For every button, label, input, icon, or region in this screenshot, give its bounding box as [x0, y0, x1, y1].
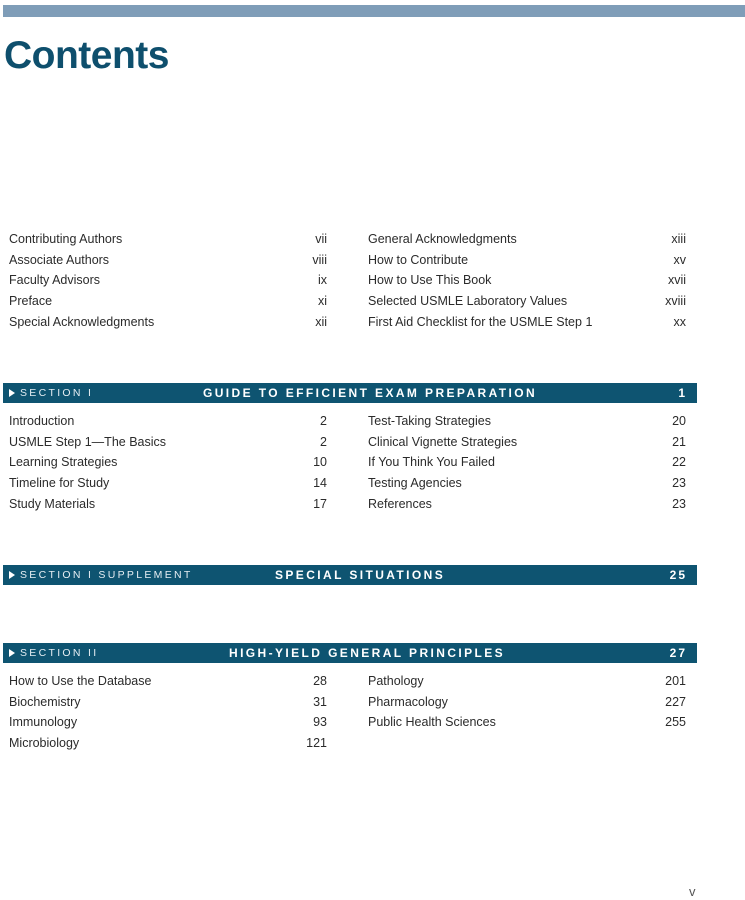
section-label: SECTION I: [20, 387, 94, 399]
section-i-left-column: [9, 411, 327, 514]
toc-entry-page: viii: [312, 252, 327, 267]
toc-entry-title: References: [368, 496, 432, 511]
toc-entry-title: Testing Agencies: [368, 476, 462, 491]
toc-entry-title: Test-Taking Strategies: [368, 414, 491, 428]
toc-entry-page: 23: [672, 496, 686, 511]
toc-entry-page: 21: [672, 434, 686, 449]
section-title: HIGH-YIELD GENERAL PRINCIPLES: [229, 646, 506, 660]
toc-entry-page: xi: [317, 294, 327, 309]
toc-entry-page: 201: [665, 674, 686, 688]
toc-entry-page: 28: [313, 674, 327, 688]
toc-entry-title: Clinical Vignette Strategies: [368, 434, 518, 449]
toc-entry[interactable]: [368, 312, 686, 333]
toc-entry[interactable]: [368, 270, 686, 291]
toc-entry-page: 255: [665, 715, 686, 730]
toc-entry-title: Pharmacology: [368, 694, 448, 709]
toc-entry-title: Contributing Authors: [9, 232, 123, 246]
toc-entry-page: xiii: [671, 232, 686, 246]
section-title: SPECIAL SITUATIONS: [275, 568, 446, 582]
toc-entry[interactable]: [9, 229, 327, 250]
toc-entry-title: How to Use This Book: [368, 273, 492, 288]
toc-entry[interactable]: [9, 312, 327, 333]
toc-entry[interactable]: [368, 411, 686, 432]
toc-entry[interactable]: [368, 494, 686, 515]
toc-entry[interactable]: [368, 473, 686, 494]
toc-entry-page: 20: [672, 414, 686, 428]
toc-entry-title: If You Think You Failed: [368, 455, 495, 470]
section-ii-right-column: [368, 671, 686, 733]
toc-entry[interactable]: [9, 270, 327, 291]
toc-entry-page: 31: [313, 694, 327, 709]
toc-entry[interactable]: [9, 733, 327, 754]
toc-entry-title: Introduction: [9, 414, 75, 428]
toc-entry[interactable]: [368, 291, 686, 312]
toc-entry[interactable]: [368, 432, 686, 453]
section-header-section-i[interactable]: [3, 383, 697, 403]
toc-entry-title: Pathology: [368, 674, 424, 688]
toc-entry[interactable]: [9, 291, 327, 312]
section-page: 25: [669, 568, 687, 582]
toc-entry[interactable]: [9, 692, 327, 713]
toc-entry[interactable]: [368, 452, 686, 473]
toc-entry[interactable]: [9, 452, 327, 473]
toc-entry-page: xvii: [667, 273, 686, 288]
toc-entry[interactable]: [9, 671, 327, 692]
toc-entry-title: Biochemistry: [9, 694, 81, 709]
toc-entry-title: Immunology: [9, 715, 78, 730]
toc-entry[interactable]: [368, 671, 686, 692]
toc-entry-page: 17: [313, 496, 327, 511]
toc-entry[interactable]: [9, 473, 327, 494]
toc-entry-page: xx: [673, 314, 686, 329]
section-title: GUIDE TO EFFICIENT EXAM PREPARATION: [203, 386, 538, 400]
front-matter-right-column: [368, 229, 686, 332]
toc-entry-page: xviii: [665, 294, 686, 309]
toc-entry-title: Special Acknowledgments: [9, 314, 155, 329]
section-page: 1: [678, 386, 687, 400]
toc-entry-page: 121: [306, 736, 327, 751]
toc-entry-title: Preface: [9, 294, 53, 309]
toc-entry-page: vii: [315, 232, 327, 246]
toc-entry-page: 10: [313, 455, 327, 470]
toc-entry-title: How to Use the Database: [9, 674, 152, 688]
page-number: v: [689, 884, 696, 899]
toc-entry-title: Public Health Sciences: [368, 715, 496, 730]
toc-entry-title: Study Materials: [9, 496, 96, 511]
top-decorative-bar: [3, 5, 745, 17]
section-header-section-i-supplement[interactable]: [3, 565, 697, 585]
toc-entry-title: Microbiology: [9, 736, 80, 751]
section-ii-left-column: [9, 671, 327, 754]
section-i-right-column: [368, 411, 686, 514]
toc-entry[interactable]: [9, 494, 327, 515]
play-arrow-icon: [9, 571, 15, 579]
section-header-section-ii[interactable]: [3, 643, 697, 663]
toc-entry[interactable]: [368, 712, 686, 733]
section-page: 27: [669, 646, 687, 660]
toc-entry-title: USMLE Step 1—The Basics: [9, 434, 167, 449]
toc-entry[interactable]: [9, 411, 327, 432]
toc-entry-title: Timeline for Study: [9, 476, 110, 491]
toc-entry-page: ix: [317, 273, 327, 288]
toc-entry-title: Learning Strategies: [9, 455, 118, 470]
play-arrow-icon: [9, 649, 15, 657]
toc-entry[interactable]: [9, 712, 327, 733]
toc-entry-title: General Acknowledgments: [368, 232, 517, 246]
toc-entry-title: First Aid Checklist for the USMLE Step 1: [368, 314, 593, 329]
toc-entry-page: xii: [315, 314, 327, 329]
toc-entry-page: 23: [672, 476, 686, 491]
section-label: SECTION II: [20, 647, 99, 659]
toc-entry-title: Associate Authors: [9, 252, 110, 267]
toc-entry-title: Selected USMLE Laboratory Values: [368, 294, 568, 309]
toc-entry[interactable]: [9, 250, 327, 271]
toc-entry[interactable]: [368, 250, 686, 271]
toc-entry-page: 14: [313, 476, 327, 491]
page-title: Contents: [4, 34, 169, 77]
toc-entry-title: How to Contribute: [368, 252, 469, 267]
toc-entry-page: 93: [313, 715, 327, 730]
toc-entry[interactable]: [368, 692, 686, 713]
toc-entry-title: Faculty Advisors: [9, 273, 101, 288]
toc-entry[interactable]: [368, 229, 686, 250]
toc-entry-page: 2: [320, 434, 327, 449]
play-arrow-icon: [9, 389, 15, 397]
section-label: SECTION I SUPPLEMENT: [20, 569, 193, 581]
toc-entry[interactable]: [9, 432, 327, 453]
toc-entry-page: 22: [672, 455, 686, 470]
toc-entry-page: 2: [320, 414, 327, 428]
front-matter-left-column: [9, 229, 327, 332]
toc-entry-page: xv: [673, 252, 686, 267]
toc-entry-page: 227: [665, 694, 686, 709]
